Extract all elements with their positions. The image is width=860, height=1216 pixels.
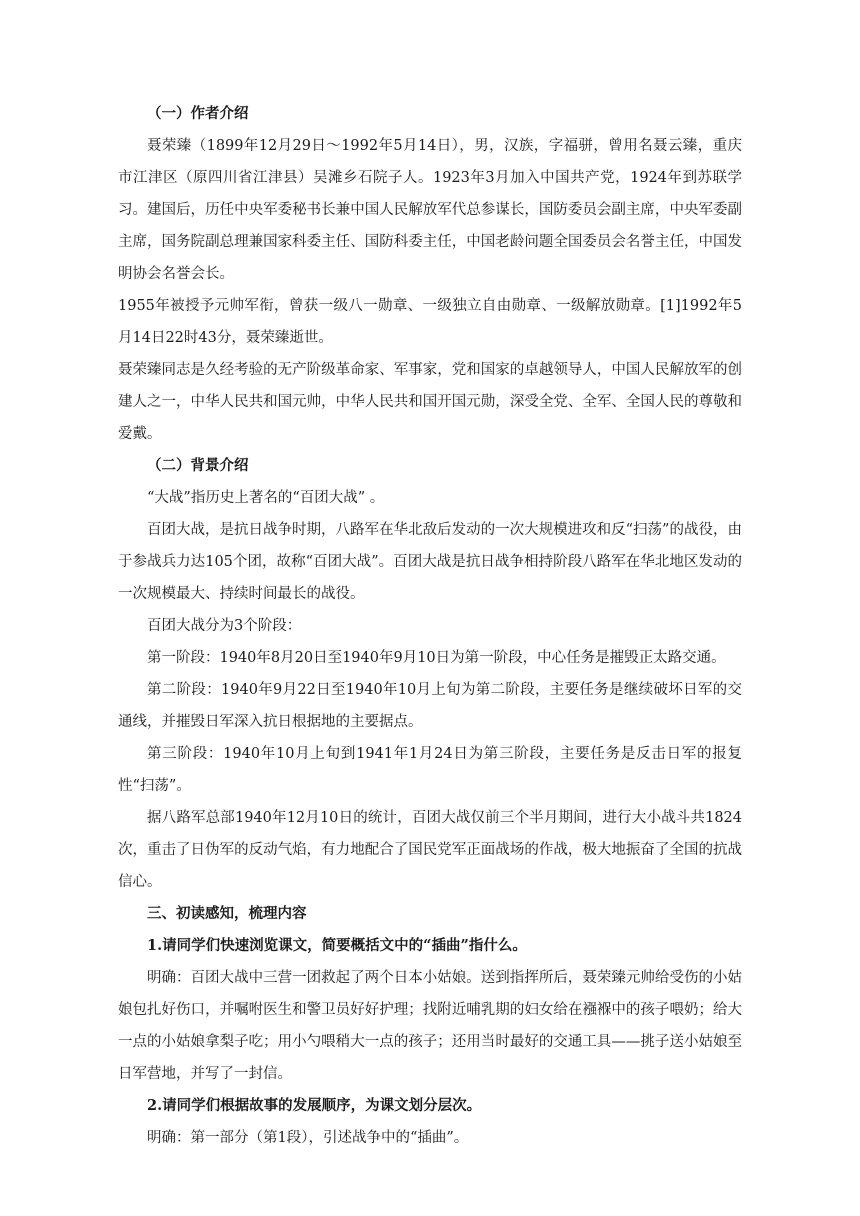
phase-1-paragraph: 第一阶段：1940年8月20日至1940年9月10日为第一阶段，中心任务是摧毁正太路交通。 bbox=[147, 650, 726, 666]
author-paragraph-1: 聂荣臻（1899年12月29日～1992年5月14日），男，汉族，字福骈，曾用名聂云臻，重庆市江津区（原四川省江津县）吴滩乡石院子人。1923年3月加入中国共产党，1924年到苏联学习。建国后，历任中央军委秘书长兼中国人民解放军代总参谋长，国防委员会副主席，中央军委副主席，国务院副总理兼国家科委主任、国防科委主任，中国老龄问题全国委员会名誉主任，中国发明协会名誉会长。 bbox=[118, 138, 742, 282]
author-heading: （一）作者介绍 bbox=[147, 105, 249, 122]
background-paragraph-1: “大战”指历史上著名的“百团大战” 。 bbox=[147, 490, 385, 506]
author-paragraph-3: 聂荣臻同志是久经考验的无产阶级革命家、军事家，党和国家的卓越领导人，中国人民解放军的创建人之一，中华人民共和国元帅，中华人民共和国开国元勋，深受全党、全军、全国人民的尊敬和爱戴。 bbox=[118, 362, 742, 442]
section-3-heading: 三、初读感知，梳理内容 bbox=[147, 905, 307, 922]
answer-2: 明确：第一部分（第1段），引述战争中的“插曲”。 bbox=[147, 1130, 469, 1146]
background-heading: （二）背景介绍 bbox=[147, 457, 249, 474]
statistics-paragraph: 据八路军总部1940年12月10日的统计，百团大战仅前三个半月期间，进行大小战斗共1824次，重击了日伪军的反动气焰，有力地配合了国民党军正面战场的作战，极大地振奋了全国的抗战信心。 bbox=[118, 810, 742, 890]
phase-3-paragraph: 第三阶段：1940年10月上旬到1941年1月24日为第三阶段，主要任务是反击日军的报复性“扫荡”。 bbox=[118, 746, 742, 794]
document-body bbox=[118, 98, 742, 1154]
answer-1: 明确：百团大战中三营一团救起了两个日本小姑娘。送到指挥所后，聂荣臻元帅给受伤的小姑娘包扎好伤口，并嘱咐医生和警卫员好好护理；找附近哺乳期的妇女给在襁褓中的孩子喂奶；给大一点的小姑娘拿梨子吃；用小勺喂稍大一点的孩子；还用当时最好的交通工具——挑子送小姑娘至日军营地，并写了一封信。 bbox=[118, 970, 742, 1082]
phase-2-paragraph: 第二阶段：1940年9月22日至1940年10月上旬为第二阶段，主要任务是继续破坏日军的交通线，并摧毁日军深入抗日根据地的主要据点。 bbox=[118, 682, 742, 730]
background-paragraph-3: 百团大战分为3个阶段： bbox=[147, 618, 302, 634]
background-paragraph-2: 百团大战，是抗日战争时期，八路军在华北敌后发动的一次大规模进攻和反“扫荡”的战役，由于参战兵力达105个团，故称“百团大战”。百团大战是抗日战争相持阶段八路军在华北地区发动的一次规模最大、持续时间最长的战役。 bbox=[118, 522, 742, 602]
question-1: 1.请同学们快速浏览课文，简要概括文中的“插曲”指什么。 bbox=[147, 937, 527, 954]
question-2: 2.请同学们根据故事的发展顺序，为课文划分层次。 bbox=[147, 1097, 482, 1114]
author-paragraph-2: 1955年被授予元帅军衔，曾获一级八一勋章、一级独立自由勋章、一级解放勋章。[1]1992年5月14日22时43分，聂荣臻逝世。 bbox=[118, 298, 742, 346]
